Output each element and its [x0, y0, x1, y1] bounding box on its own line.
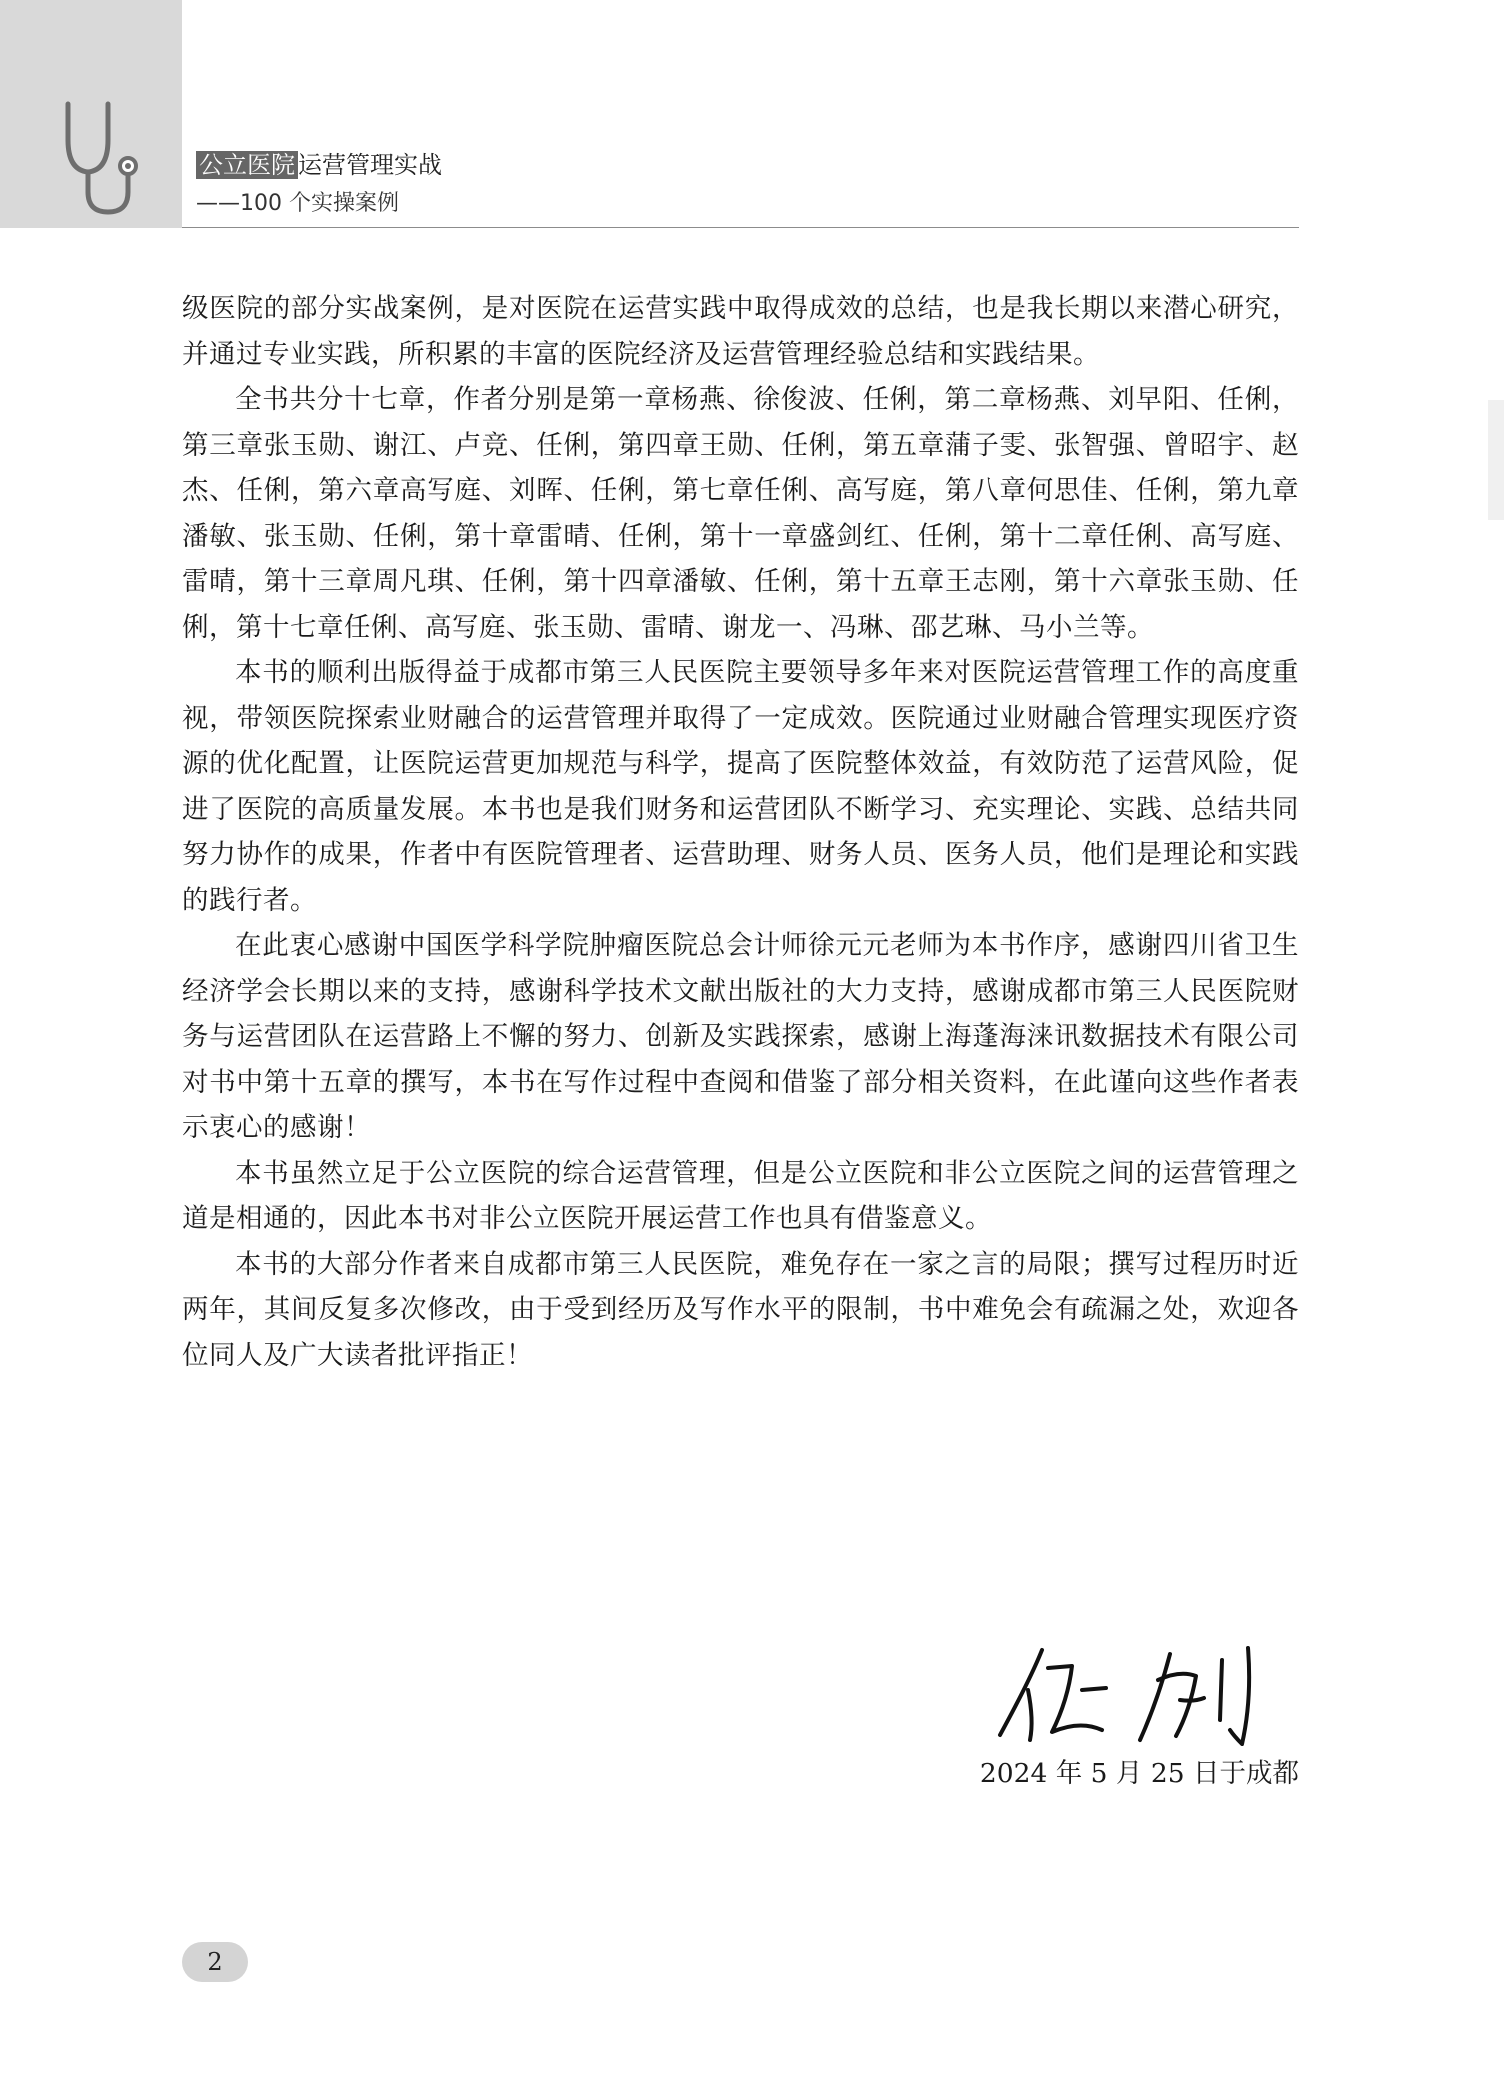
book-subtitle: ——100 个实操案例	[196, 191, 399, 216]
paragraph: 本书虽然立足于公立医院的综合运营管理，但是公立医院和非公立医院之间的运营管理之道是相通的，因此本书对非公立医院开展运营工作也具有借鉴意义。	[182, 1157, 1299, 1234]
paragraph: 全书共分十七章，作者分别是第一章杨燕、徐俊波、任俐，第二章杨燕、刘早阳、任俐，第三章张玉勋、谢江、卢竞、任俐，第四章王勋、任俐，第五章蒲子雯、张智强、曾昭宇、赵杰、任俐，第六章高写庭、刘晖、任俐，第七章任俐、高写庭，第八章何思佳、任俐，第九章潘敏、张玉勋、任俐，第十章雷晴、任俐，第十一章盛剑红、任俐，第十二章任俐、高写庭、雷晴，第十三章周凡琪、任俐，第十四章潘敏、任俐，第十五章王志刚，第十六章张玉勋、任俐，第十七章任俐、高写庭、张玉勋、雷晴、谢龙一、冯琳、邵艺琳、马小兰等。	[182, 384, 1299, 643]
book-title	[196, 148, 442, 182]
page-number: 2	[182, 1942, 248, 1982]
header-divider	[182, 227, 1299, 228]
paragraph: 本书的大部分作者来自成都市第三人民医院，难免存在一家之言的局限；撰写过程历时近两年，其间反复多次修改，由于受到经历及写作水平的限制，书中难免会有疏漏之处，欢迎各位同人及广大读者批评指正！	[182, 1248, 1299, 1371]
author-signature	[990, 1640, 1300, 1750]
stethoscope-icon	[58, 100, 168, 220]
paragraph: 在此衷心感谢中国医学科学院肿瘤医院总会计师徐元元老师为本书作序，感谢四川省卫生经济学会长期以来的支持，感谢科学技术文献出版社的大力支持，感谢成都市第三人民医院财务与运营团队在运营路上不懈的努力、创新及实践探索，感谢上海蓬海涞讯数据技术有限公司对书中第十五章的撰写，本书在写作过程中查阅和借鉴了部分相关资料，在此谨向这些作者表示衷心的感谢！	[182, 930, 1299, 1143]
paragraph: 级医院的部分实战案例，是对医院在运营实践中取得成效的总结，也是我长期以来潜心研究，并通过专业实践，所积累的丰富的医院经济及运营管理经验总结和实践结果。	[182, 293, 1299, 370]
page-edge-tab	[1488, 400, 1504, 520]
book-title-highlight: 公立医院	[196, 151, 298, 179]
book-title-rest: 运营管理实战	[298, 151, 442, 179]
signing-date: 2024 年 5 月 25 日于成都	[979, 1758, 1299, 1789]
paragraph: 本书的顺利出版得益于成都市第三人民医院主要领导多年来对医院运营管理工作的高度重视，带领医院探索业财融合的运营管理并取得了一定成效。医院通过业财融合管理实现医疗资源的优化配置，让医院运营更加规范与科学，提高了医院整体效益，有效防范了运营风险，促进了医院的高质量发展。本书也是我们财务和运营团队不断学习、充实理论、实践、总结共同努力协作的成果，作者中有医院管理者、运营助理、财务人员、医务人员，他们是理论和实践的践行者。	[182, 657, 1299, 916]
preface-body	[182, 286, 1299, 1378]
